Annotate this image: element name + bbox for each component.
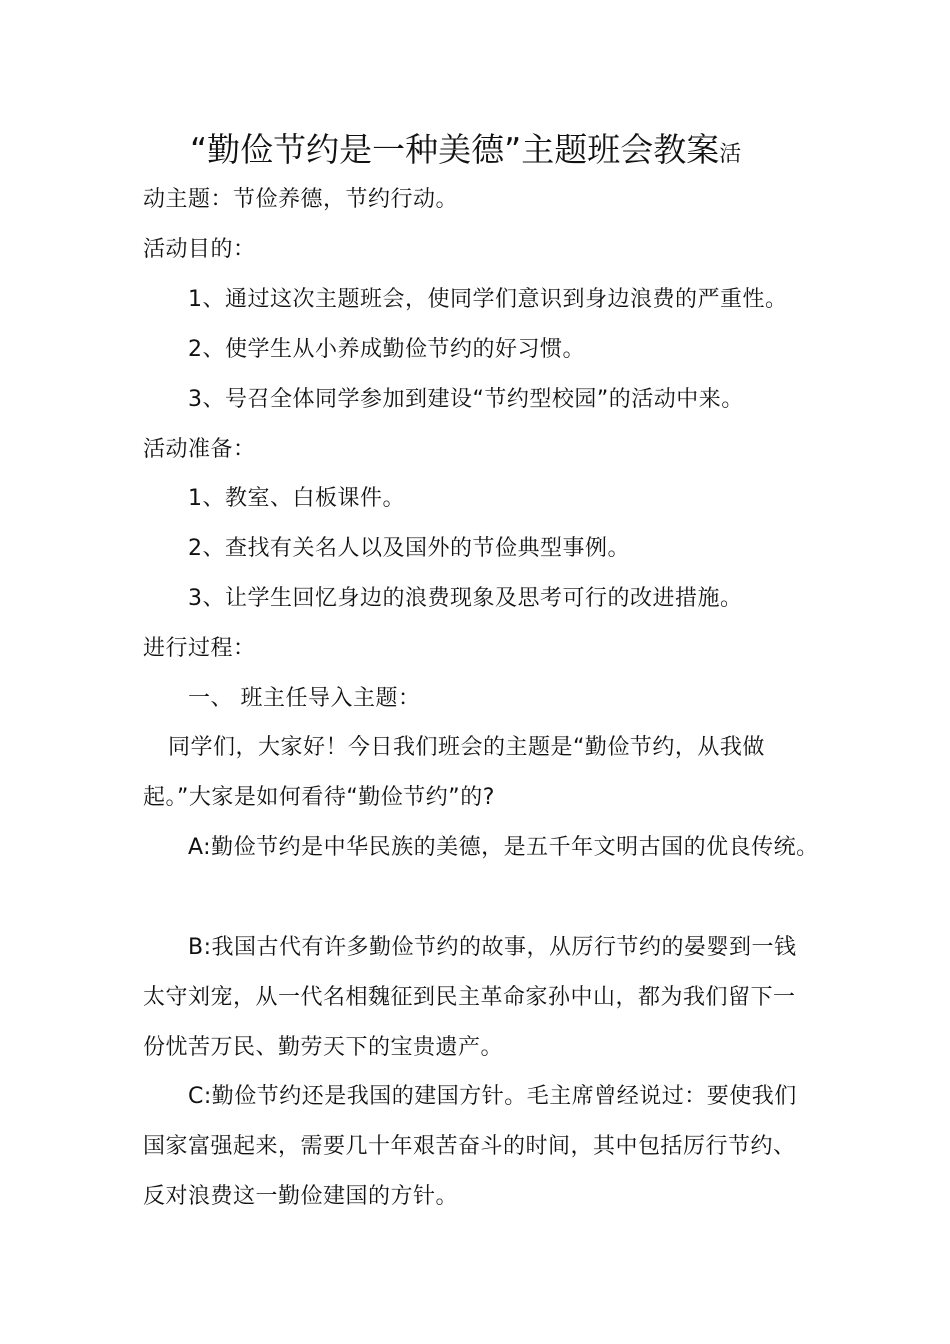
point-c-line: 国家富强起来，需要几十年艰苦奋斗的时间，其中包括厉行节约、 <box>143 1134 796 1159</box>
theme-line: 动主题：节俭养德，节约行动。 <box>143 187 459 212</box>
goal-item: 3、号召全体同学参加到建设“节约型校园”的活动中来。 <box>188 387 744 412</box>
preparation-heading: 活动准备： <box>143 437 256 462</box>
document-title <box>190 128 741 177</box>
preparation-item: 3、让学生回忆身边的浪费现象及思考可行的改进措施。 <box>188 586 743 611</box>
goal-item: 1、通过这次主题班会，使同学们意识到身边浪费的严重性。 <box>188 287 788 312</box>
title-main: “勤俭节约是一种美德”主题班会教案 <box>190 130 720 169</box>
goal-item: 2、使学生从小养成勤俭节约的好习惯。 <box>188 337 585 362</box>
intro-line: 同学们，大家好！今日我们班会的主题是“勤俭节约，从我做 <box>168 735 765 760</box>
point-a: A:勤俭节约是中华民族的美德，是五千年文明古国的优良传统。 <box>188 835 819 860</box>
point-b-line: 太守刘宠，从一代名相魏征到民主革命家孙中山，都为我们留下一 <box>143 985 796 1010</box>
preparation-item: 2、查找有关名人以及国外的节俭典型事例。 <box>188 536 630 561</box>
section-heading: 一、 班主任导入主题： <box>188 686 421 711</box>
point-b-line: 份忧苦万民、勤劳天下的宝贵遗产。 <box>143 1035 504 1060</box>
preparation-item: 1、教室、白板课件。 <box>188 486 405 511</box>
point-c-line: C:勤俭节约还是我国的建国方针。毛主席曾经说过：要使我们 <box>188 1084 797 1109</box>
point-c-line: 反对浪费这一勤俭建国的方针。 <box>143 1184 459 1209</box>
goals-heading: 活动目的： <box>143 237 256 262</box>
title-tail: 活 <box>719 142 742 167</box>
process-heading: 进行过程： <box>143 636 256 661</box>
intro-line: 起。”大家是如何看待“勤俭节约”的? <box>143 785 495 810</box>
point-b-line: B:我国古代有许多勤俭节约的故事，从厉行节约的晏婴到一钱 <box>188 935 797 960</box>
